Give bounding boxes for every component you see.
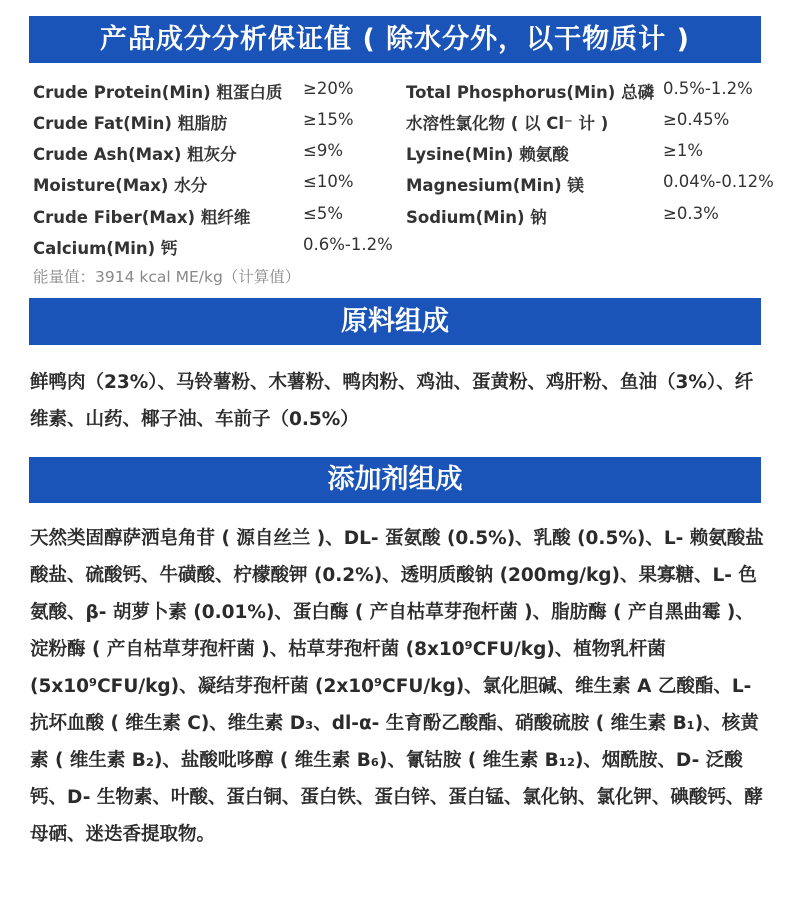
energy-value-note: 能量值：3914 kcal ME/kg（计算值） (33, 268, 301, 286)
right-nutrient-value: ≥1% (663, 141, 704, 160)
right-nutrient-value: ≥0.3% (663, 204, 719, 223)
left-nutrient-value: ≥15% (303, 110, 354, 129)
left-nutrient-name: Crude Protein(Min) 粗蛋白质 (33, 83, 283, 102)
left-nutrient-name: Crude Ash(Max) 粗灰分 (33, 145, 237, 164)
left-nutrient-name: Crude Fiber(Max) 粗纤维 (33, 208, 251, 227)
guarantee-header: 产品成分分析保证值 ( 除水分外，以干物质计 ) (29, 16, 761, 63)
additives-header: 添加剂组成 (29, 457, 761, 503)
left-nutrient-name: Calcium(Min) 钙 (33, 239, 178, 258)
ingredients-header: 原料组成 (29, 298, 761, 345)
right-nutrient-name: 水溶性氯化物 ( 以 Cl⁻ 计 ) (406, 114, 609, 133)
left-nutrient-name: Moisture(Max) 水分 (33, 176, 208, 195)
right-nutrient-value: 0.5%-1.2% (663, 79, 753, 98)
right-nutrient-name: Sodium(Min) 钠 (406, 208, 547, 227)
ingredients-text: 鲜鸭肉（23%）、马铃薯粉、木薯粉、鸭肉粉、鸡油、蛋黄粉、鸡肝粉、鱼油（3%）、纤维素、山药、椰子油、车前子（0.5%） (30, 372, 754, 430)
right-nutrient-value: ≥0.45% (663, 110, 730, 129)
left-nutrient-name: Crude Fat(Min) 粗脂肪 (33, 114, 228, 133)
right-nutrient-name: Magnesium(Min) 镁 (406, 176, 584, 195)
left-nutrient-value: 0.6%-1.2% (303, 235, 393, 254)
right-nutrient-value: 0.04%-0.12% (663, 172, 774, 191)
left-nutrient-value: ≥20% (303, 79, 354, 98)
additives-text: 天然类固醇萨洒皂角苷 ( 源自丝兰 )、DL- 蛋氨酸 (0.5%)、乳酸 (0.5%)、L- 赖氨酸盐酸盐、硫酸钙、牛磺酸、柠檬酸钾 (0.2%)、透明质酸钠 (200mg/kg)、果寡糖、L- 色氨酸、β- 胡萝卜素 (0.01%)、蛋白酶 ( 产自枯草芽孢杆菌 )、脂肪酶 ( 产自黑曲霉 )、淀粉酶 ( 产自枯草芽孢杆菌 )、枯草芽孢杆菌 (8x10⁹CFU/kg)、植物乳杆菌 (5x10⁹CFU/kg)、凝结芽孢杆菌 (2x10⁹CFU/kg)、氯化胆碱、维生素 A 乙酸酯、L- 抗坏血酸 ( 维生素 C)、维生素 D₃、dl-α- 生育酚乙酸酯、硝酸硫胺 ( 维生素 B₁)、核黄素 ( 维生素 B₂)、盐酸吡哆醇 ( 维生素 B₆)、氰钴胺 ( 维生素 B₁₂)、烟酰胺、D- 泛酸钙、D- 生物素、叶酸、蛋白铜、蛋白铁、蛋白锌、蛋白锰、氯化钠、氯化钾、碘酸钙、酵母硒、迷迭香提取物。 (30, 528, 764, 845)
left-nutrient-value: ≤9% (303, 141, 344, 160)
right-nutrient-name: Lysine(Min) 赖氨酸 (406, 145, 569, 164)
left-nutrient-value: ≤5% (303, 204, 344, 223)
left-nutrient-value: ≤10% (303, 172, 354, 191)
right-nutrient-name: Total Phosphorus(Min) 总磷 (406, 83, 655, 102)
